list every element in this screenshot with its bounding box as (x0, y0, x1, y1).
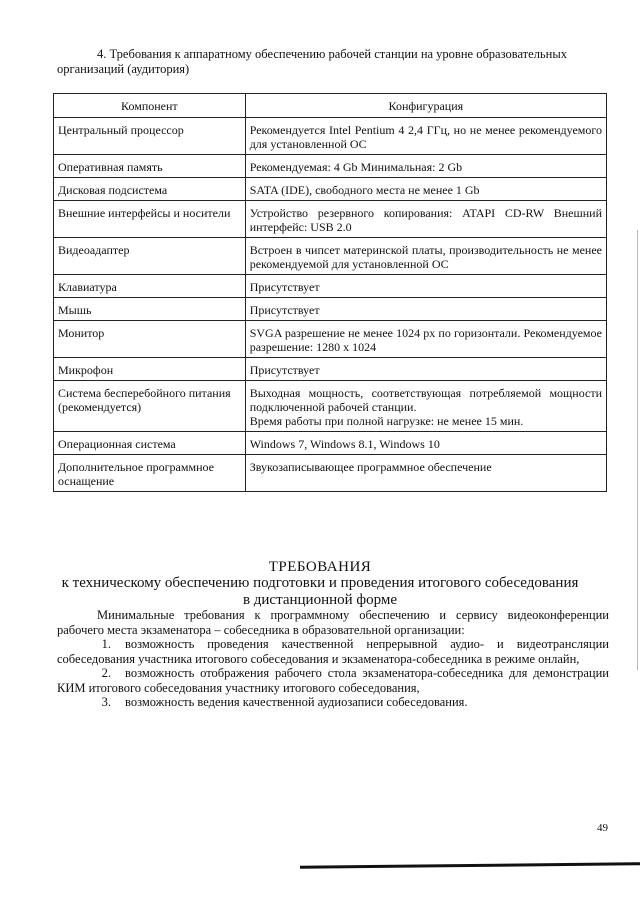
table-row (54, 321, 607, 358)
table-row (54, 238, 607, 275)
list-item-text: возможность отображения рабочего стола экзаменатора-собеседника для демонстрации КИМ итогового собеседования участнику итогового собеседования, (57, 666, 609, 695)
list-item-text: возможность ведения качественной аудиозаписи собеседования. (125, 695, 468, 709)
cell-component: Оперативная память (54, 155, 246, 178)
cell-component: Дисковая подсистема (54, 178, 246, 201)
hardware-requirements-table (53, 93, 607, 492)
list-item-number: 2. (101, 666, 111, 680)
cell-component: Видеоадаптер (54, 238, 246, 275)
table-row (54, 455, 607, 492)
list-item-number: 3. (101, 695, 111, 709)
cell-config: Устройство резервного копирования: ATAPI CD-RW Внешний интерфейс: USB 2.0 (245, 201, 606, 238)
cell-config: Рекомендуемая: 4 Gb Минимальная: 2 Gb (245, 155, 606, 178)
section-title: ТРЕБОВАНИЯ (268, 559, 372, 575)
intro-line-2: организаций (аудитория) (57, 62, 190, 76)
cell-component: Операционная система (54, 432, 246, 455)
header-component: Компонент (54, 94, 246, 118)
cell-config: Встроен в чипсет материнской платы, производительность не менее рекомендуемой для установленной ОС (245, 238, 606, 275)
cell-config: SATA (IDE), свободного места не менее 1 Gb (245, 178, 606, 201)
cell-config: Присутствует (245, 298, 606, 321)
page-number: 49 (597, 822, 608, 834)
cell-config-line: Время работы при полной нагрузке: не менее 15 мин. (249, 414, 524, 428)
table-row (54, 118, 607, 155)
intro-line-1: 4. Требования к аппаратному обеспечению рабочей станции на уровне образовательных (97, 47, 567, 61)
table-row (54, 275, 607, 298)
list-item-number: 1. (101, 637, 111, 651)
list-item (57, 666, 609, 695)
cell-config: Windows 7, Windows 8.1, Windows 10 (245, 432, 606, 455)
table-row (54, 432, 607, 455)
section-subtitle-line-2: в дистанционной форме (242, 592, 398, 608)
cell-config: Звукозаписывающее программное обеспечение (245, 455, 606, 492)
table-row (54, 358, 607, 381)
cell-component: Монитор (54, 321, 246, 358)
cell-config (245, 381, 606, 432)
cell-component: Дополнительное программное оснащение (54, 455, 246, 492)
cell-component: Система бесперебойного питания (рекомендуется) (54, 381, 246, 432)
header-configuration: Конфигурация (245, 94, 606, 118)
table-row (54, 178, 607, 201)
cell-config: SVGA разрешение не менее 1024 px по горизонтали. Рекомендуемое разрешение: 1280 x 1024 (245, 321, 606, 358)
table-row (54, 155, 607, 178)
table-row (54, 381, 607, 432)
table-row (54, 201, 607, 238)
table-header-row (54, 94, 607, 118)
scan-artifact-line (300, 862, 640, 869)
cell-component: Клавиатура (54, 275, 246, 298)
cell-component: Центральный процессор (54, 118, 246, 155)
list-item (57, 695, 609, 710)
scan-artifact-edge (637, 230, 638, 670)
cell-config: Рекомендуется Intel Pentium 4 2,4 ГГц, но не менее рекомендуемого для установленной ОС (245, 118, 606, 155)
list-item (57, 637, 609, 666)
cell-config: Присутствует (245, 275, 606, 298)
section-paragraph: Минимальные требования к программному обеспечению и сервису видеоконференции рабочего места экзаменатора – собеседника в образовательной организации: (57, 608, 609, 637)
intro-paragraph (57, 47, 609, 77)
cell-component: Внешние интерфейсы и носители (54, 201, 246, 238)
section-subtitle-line-1: к техническому обеспечению подготовки и проведения итогового собеседования (61, 575, 579, 591)
list-item-text: возможность проведения качественной непрерывной аудио- и видеотрансляции собеседования участника итогового собеседования и экзаменатора-собеседника в режиме онлайн, (57, 637, 609, 666)
cell-component: Микрофон (54, 358, 246, 381)
cell-component: Мышь (54, 298, 246, 321)
cell-config: Присутствует (245, 358, 606, 381)
section-body (57, 608, 609, 710)
cell-config-line: Выходная мощность, соответствующая потребляемой мощности подключенной рабочей станции. (249, 386, 602, 414)
table-row (54, 298, 607, 321)
